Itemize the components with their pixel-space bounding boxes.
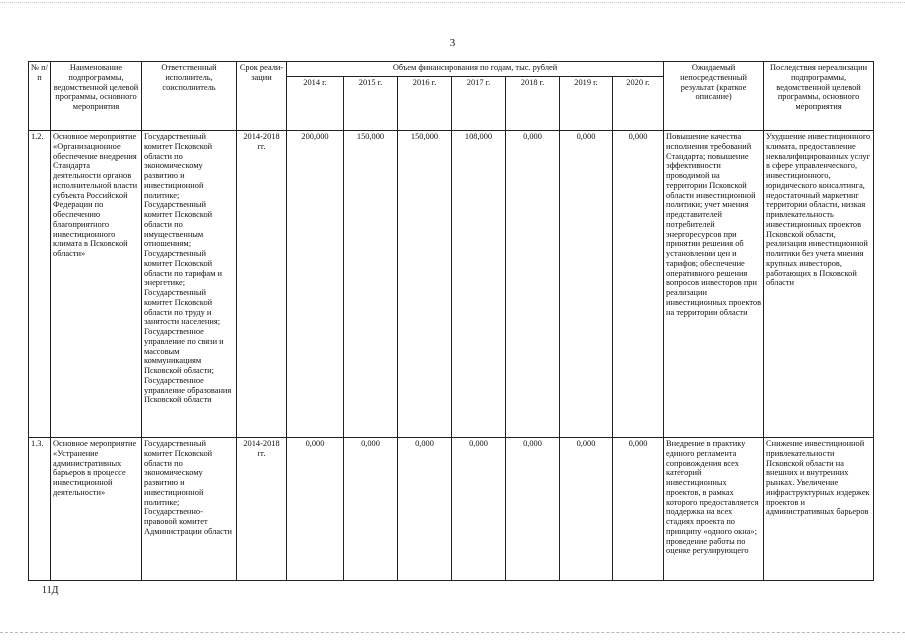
header-year: 2019 г. — [560, 77, 613, 131]
header-funding: Объем финансирования по годам, тыс. рублей — [287, 62, 664, 77]
responsible-entry: Государственный комитет Псковской области по тарифам и энергетике; — [144, 249, 223, 288]
header-term: Срок реали-зации — [237, 62, 287, 131]
row-consequences: Снижение инвестиционной привлекательности Псковской области на внешних и внутренних рынках. Увеличение инфраструктурных издержек проектов и административных барьеров — [764, 438, 874, 581]
header-result: Ожидаемый непосредственный результат (краткое описание) — [664, 62, 764, 131]
row-result: Внедрение в практику единого регламента сопровождения всех категорий инвестиционных проектов, в рамках которого предоставляется поддержка на всех стадиях проекта по принципу «одного окна»; проведение работы по оценке регулирующего — [664, 438, 764, 581]
row-value-2016: 0,000 — [398, 438, 452, 581]
row-value-2015: 150,000 — [344, 131, 398, 438]
row-value-2016: 150,000 — [398, 131, 452, 438]
row-value-2015: 0,000 — [344, 438, 398, 581]
header-responsible: Ответственный исполнитель, соисполнитель — [142, 62, 237, 131]
row-result: Повышение качества исполнения требований Стандарта; повышение эффективности проводимой на территории Псковской области инвестиционной политики; учет мнения представителей потребителей энергоресурсов при принятии решения об установлении цен и тарифов; обеспечение оперативного решения вопросов инвесторов при реализации инвестиционных проектов на территории области — [664, 131, 764, 438]
responsible-entry: Государственное управление образования Псковской области — [144, 375, 232, 405]
row-no: 1.2. — [29, 131, 51, 438]
row-value-2014: 0,000 — [287, 438, 344, 581]
row-term: 2014-2018 гг. — [237, 438, 287, 581]
program-measures-table — [28, 61, 874, 581]
document-code: 11Д — [42, 585, 59, 596]
row-no: 1.3. — [29, 438, 51, 581]
responsible-entry: Государственный комитет Псковской области по труду и занятости населения; — [144, 288, 221, 327]
row-name: Основное мероприятие «Организационное обеспечение внедрения Стандарта деятельности органов исполнительной власти субъекта Российской Федерации по обеспечению благоприятного инвестиционного климата в Псковской области» — [51, 131, 142, 438]
row-name: Основное мероприятие «Устранение административных барьеров в процессе инвестиционной деятельности» — [51, 438, 142, 581]
row-value-2019: 0,000 — [560, 438, 613, 581]
row-value-2020: 0,000 — [613, 438, 664, 581]
page-number: 3 — [449, 37, 456, 49]
row-value-2017: 108,000 — [452, 131, 506, 438]
responsible-entry: Государственный комитет Псковской области по экономическому развитию и инвестиционной политике; — [144, 132, 213, 200]
header-year: 2014 г. — [287, 77, 344, 131]
row-term: 2014-2018 гг. — [237, 131, 287, 438]
responsible-entry: Государственный комитет Псковской области по имущественным отношениям; — [144, 200, 213, 249]
responsible-entry: Государственно-правовой комитет Администрации области — [144, 507, 232, 536]
header-year: 2018 г. — [506, 77, 560, 131]
row-value-2014: 200,000 — [287, 131, 344, 438]
header-consequences: Последствия нереализации подпрограммы, ведомственной целевой программы, основного мероприятия — [764, 62, 874, 131]
scan-edge-bottom — [0, 632, 905, 633]
row-responsible — [142, 131, 237, 438]
responsible-entry: Государственный комитет Псковской области по экономическому развитию и инвестиционной политике; — [144, 439, 213, 507]
header-name: Наименование подпрограммы, ведомственной целевой программы, основного мероприятия — [51, 62, 142, 131]
responsible-entry: Государственное управление по связи и массовым коммуникациям Псковской области; — [144, 327, 224, 375]
row-value-2018: 0,000 — [506, 438, 560, 581]
header-year: 2017 г. — [452, 77, 506, 131]
table-row — [29, 131, 874, 438]
scan-edge-top — [0, 2, 905, 3]
header-year: 2020 г. — [613, 77, 664, 131]
header-year: 2015 г. — [344, 77, 398, 131]
table-row — [29, 438, 874, 581]
row-responsible — [142, 438, 237, 581]
row-value-2017: 0,000 — [452, 438, 506, 581]
header-year: 2016 г. — [398, 77, 452, 131]
header-no: № п/п — [29, 62, 51, 131]
row-consequences: Ухудшение инвестиционного климата, предоставление неквалифицированных услуг в сфере управленческого, инвестиционного, юридического консалтинга, недостаточный маркетинг территории области, низкая привлекательность инвестиционных проектов Псковской области, реализация инвестиционной политики без учета мнения крупных инвесторов, работающих в Псковской области — [764, 131, 874, 438]
row-value-2018: 0,000 — [506, 131, 560, 438]
row-value-2019: 0,000 — [560, 131, 613, 438]
row-value-2020: 0,000 — [613, 131, 664, 438]
